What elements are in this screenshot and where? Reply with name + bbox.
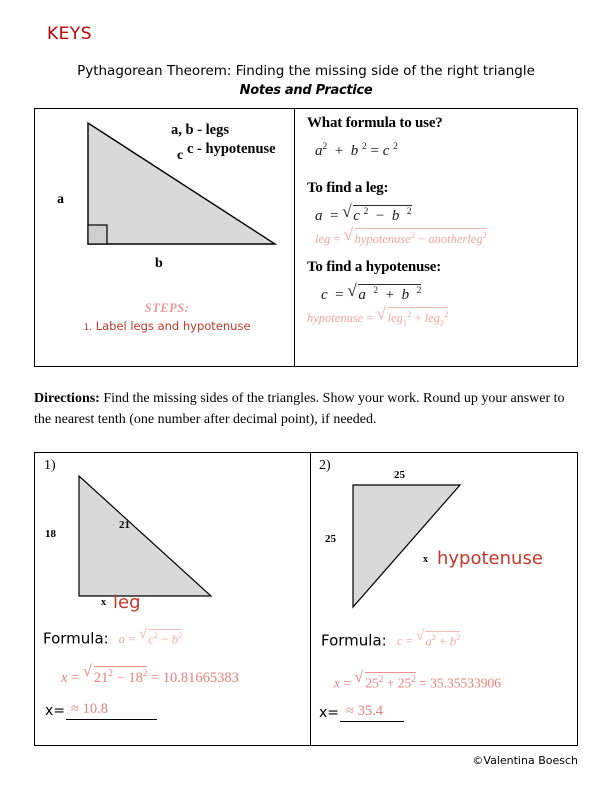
problem-1-formula-expression: a = √ $c^2 - b^2$ bbox=[119, 631, 182, 646]
directions bbox=[34, 388, 580, 430]
page-title-line1: Pythagorean Theorem: Finding the missing side of the right bbox=[77, 63, 479, 79]
heading-what-formula: What formula to use? bbox=[307, 115, 443, 131]
steps-title: STEPS: bbox=[144, 301, 190, 315]
problem-2-label-top: 25 bbox=[394, 469, 405, 481]
problem-2 bbox=[310, 453, 577, 745]
problem-1-work-line: x = √ $21^2 - 18^2 = 10.81665383$ bbox=[61, 665, 239, 687]
problem-2-label-vertical: 25 bbox=[325, 533, 336, 545]
triangle-legend bbox=[171, 121, 276, 159]
legend-hypotenuse: c - hypotenuse bbox=[187, 141, 276, 157]
problem-2-unknown-mark: x bbox=[423, 554, 428, 565]
leg-formula: a = √ c $^2$ − b $^2$ bbox=[315, 204, 569, 225]
page-title-emphasis: Notes and Practice bbox=[239, 83, 373, 98]
problem-2-number: 2) bbox=[319, 458, 331, 473]
steps-item-1-number: 1. bbox=[83, 323, 93, 333]
triangle-label-b: b bbox=[155, 256, 163, 271]
legend-legs: a, b - legs bbox=[171, 122, 229, 138]
problems-box bbox=[34, 452, 578, 746]
steps-item-1 bbox=[47, 319, 287, 333]
problem-2-unknown-word: hypotenuse bbox=[437, 548, 543, 569]
keys-label: KEYS bbox=[47, 24, 93, 44]
problem-1-label-vertical: 18 bbox=[45, 528, 56, 540]
problem-1-number: 1) bbox=[44, 458, 56, 473]
heading-find-leg: To find a leg: bbox=[307, 180, 389, 196]
problem-2-work-line: x = √ $25^2 + 25^2 = 35.35533906$ bbox=[334, 671, 501, 692]
directions-label: Directions: bbox=[34, 391, 100, 406]
notes-formula-column bbox=[307, 115, 569, 328]
notes-triangle-diagram bbox=[47, 113, 287, 368]
problem-1-formula-label: Formula: bbox=[43, 629, 109, 648]
problem-1-formula-row bbox=[43, 628, 182, 647]
heading-find-hypotenuse: To find a hypotenuse: bbox=[307, 259, 442, 276]
problem-1-unknown-word: leg bbox=[113, 592, 141, 613]
footer-copyright: ©Valentina Boesch bbox=[472, 754, 578, 767]
problem-1-label-hypotenuse: 21 bbox=[119, 519, 130, 531]
problem-2-formula-label: Formula: bbox=[321, 631, 387, 650]
pythagorean-formula: $a^2 + b$ $^2$ = c $^2$ bbox=[315, 142, 398, 159]
problem-2-answer-rule[interactable] bbox=[340, 721, 404, 722]
problem-1-answer-rule[interactable] bbox=[66, 719, 157, 720]
problem-2-answer-value: ≈ 35.4 bbox=[346, 703, 383, 719]
triangle-label-a: a bbox=[57, 192, 64, 207]
problem-2-formula-row bbox=[321, 630, 460, 649]
triangle-label-c: c bbox=[177, 148, 184, 163]
hypotenuse-formula-words: hypotenuse = √ leg$_1^2$ + leg$_2^2$ bbox=[307, 306, 569, 328]
problem-1-unknown-mark: x bbox=[101, 597, 106, 608]
leg-formula-words: leg = √ hypotenuse$^2$ − anotherleg$^2$ bbox=[315, 227, 569, 247]
problem-1-triangle-svg bbox=[71, 471, 231, 611]
notes-divider bbox=[294, 109, 295, 366]
page-title bbox=[56, 62, 556, 100]
problem-2-answer-label: x= bbox=[319, 705, 340, 721]
page-title-line2: triangle bbox=[482, 63, 535, 79]
directions-text: Find the missing sides of the triangles. Show your work. Round up your answer to the nearest tenth (one number after decimal point), if needed. bbox=[34, 391, 565, 427]
steps-item-1-text: Label legs and hypotenuse bbox=[95, 319, 251, 333]
notes-box bbox=[34, 108, 578, 367]
hypotenuse-formula: c = √ a $^2$ + b $^2$ bbox=[321, 283, 569, 304]
problem-1 bbox=[35, 453, 310, 745]
problem-2-formula-expression: c = √ $a^2 + b^2$ bbox=[397, 633, 460, 648]
problem-1-answer-value: ≈ 10.8 bbox=[71, 701, 108, 717]
problem-1-answer-label: x= bbox=[45, 703, 66, 719]
